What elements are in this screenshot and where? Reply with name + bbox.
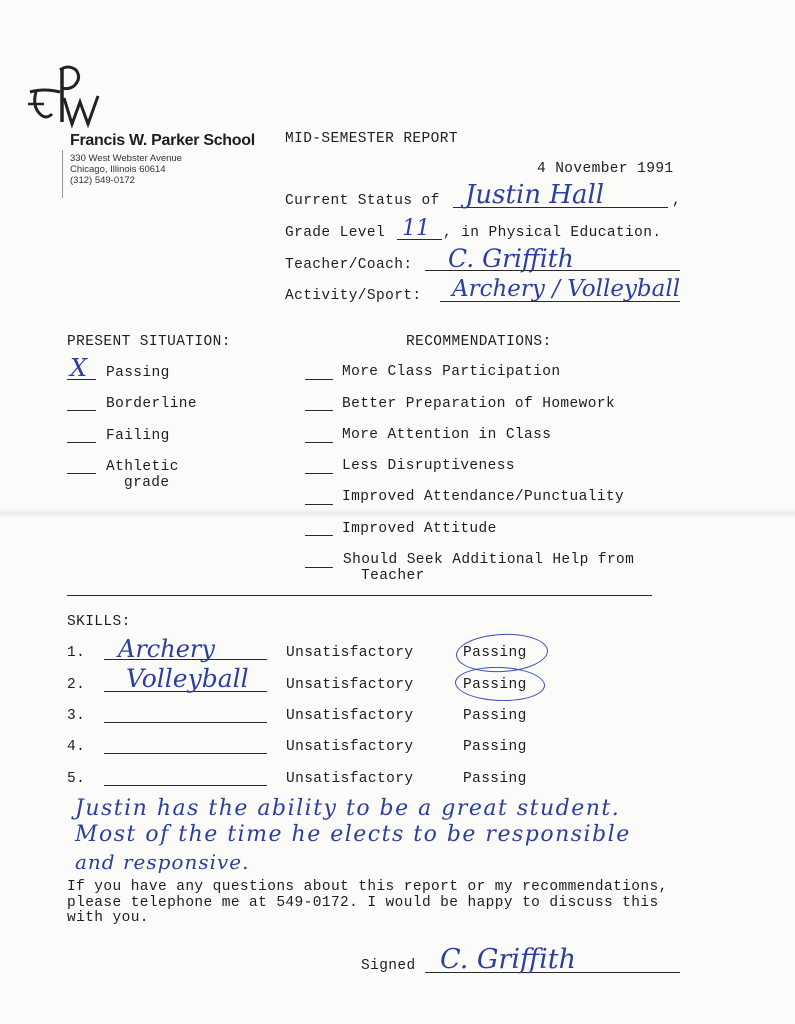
current-status-label: Current Status of xyxy=(285,193,440,209)
skill-line[interactable] xyxy=(104,753,267,754)
skill-number: 2. xyxy=(67,677,86,693)
closing-paragraph: If you have any questions about this report or my recommendations, please telephone me at 549-0172. I would be happy to discuss this with you. xyxy=(67,879,668,926)
activity-label: Activity/Sport: xyxy=(285,288,422,304)
school-address: 330 West Webster Avenue Chicago, Illinois 60614 (312) 549-0172 xyxy=(70,153,182,186)
rec-line-3[interactable] xyxy=(305,442,333,443)
comment-line-3: and responsive. xyxy=(75,850,250,874)
signed-label: Signed xyxy=(361,958,416,974)
athletic-option-line2: grade xyxy=(124,475,170,491)
athletic-option: Athletic xyxy=(106,459,179,475)
passing-option: Passing xyxy=(463,708,527,724)
passing-option: Passing xyxy=(463,771,527,787)
comment-line-2: Most of the time he elects to be responsible xyxy=(75,822,631,847)
rec-line-6[interactable] xyxy=(305,535,333,536)
unsatisfactory-option: Unsatisfactory xyxy=(286,645,414,661)
report-title: MID-SEMESTER REPORT xyxy=(285,131,458,147)
comment-line-1: Justin has the ability to be a great student. xyxy=(75,796,621,821)
activity-value: Archery / Volleyball xyxy=(452,276,681,302)
rec-item-disruptiveness: Less Disruptiveness xyxy=(342,458,515,474)
rec-item-additional-help: Should Seek Additional Help from xyxy=(343,552,635,568)
passing-check-mark: X xyxy=(70,354,88,382)
skill-number: 1. xyxy=(67,645,86,661)
skill-number: 3. xyxy=(67,708,86,724)
teacher-label: Teacher/Coach: xyxy=(285,257,413,273)
passing-circle-mark xyxy=(454,665,545,702)
grade-level-label: Grade Level xyxy=(285,225,386,241)
borderline-option: Borderline xyxy=(106,396,198,412)
rec-item-attitude: Improved Attitude xyxy=(342,521,497,537)
skill-line[interactable] xyxy=(104,785,267,786)
passing-option: Passing xyxy=(463,645,527,661)
recommendations-heading: RECOMMENDATIONS: xyxy=(406,334,552,350)
passing-option: Passing xyxy=(463,677,527,693)
unsatisfactory-option: Unsatisfactory xyxy=(286,677,414,693)
rec-line-5[interactable] xyxy=(305,504,333,505)
failing-option: Failing xyxy=(106,428,170,444)
borderline-checkbox-line[interactable] xyxy=(67,410,96,411)
grade-level-suffix: , in Physical Education. xyxy=(443,225,662,241)
rec-item-attendance: Improved Attendance/Punctuality xyxy=(342,489,625,505)
skill-name: Archery xyxy=(118,635,215,663)
rec-item-homework: Better Preparation of Homework xyxy=(342,396,616,412)
present-situation-heading: PRESENT SITUATION: xyxy=(67,334,231,350)
skill-number: 4. xyxy=(67,739,86,755)
failing-checkbox-line[interactable] xyxy=(67,442,96,443)
skill-line[interactable] xyxy=(104,722,267,723)
section-divider xyxy=(67,595,652,596)
rec-line-7[interactable] xyxy=(305,567,333,568)
comma: , xyxy=(672,193,682,209)
rec-line-1[interactable] xyxy=(305,379,333,380)
unsatisfactory-option: Unsatisfactory xyxy=(286,771,414,787)
skill-number: 5. xyxy=(67,771,86,787)
teacher-name: C. Griffith xyxy=(448,244,574,273)
rec-line-4[interactable] xyxy=(305,473,333,474)
unsatisfactory-option: Unsatisfactory xyxy=(286,708,414,724)
signature: C. Griffith xyxy=(440,944,576,975)
skills-heading: SKILLS: xyxy=(67,614,131,630)
rec-line-2[interactable] xyxy=(305,410,333,411)
unsatisfactory-option: Unsatisfactory xyxy=(286,739,414,755)
letterhead-divider xyxy=(62,150,63,198)
rec-item-attention: More Attention in Class xyxy=(342,427,552,443)
passing-option: Passing xyxy=(106,365,170,381)
student-name: Justin Hall xyxy=(465,180,605,210)
grade-level-value: 11 xyxy=(402,216,430,241)
report-date: 4 November 1991 xyxy=(537,161,674,177)
school-name: Francis W. Parker School xyxy=(70,132,255,149)
rec-item-participation: More Class Participation xyxy=(342,364,561,380)
paper-fold xyxy=(0,508,795,518)
school-logo-monogram xyxy=(22,62,112,137)
skill-name: Volleyball xyxy=(126,664,249,693)
athletic-checkbox-line[interactable] xyxy=(67,473,96,474)
rec-item-additional-help-line2: Teacher xyxy=(361,568,425,584)
passing-option: Passing xyxy=(463,739,527,755)
